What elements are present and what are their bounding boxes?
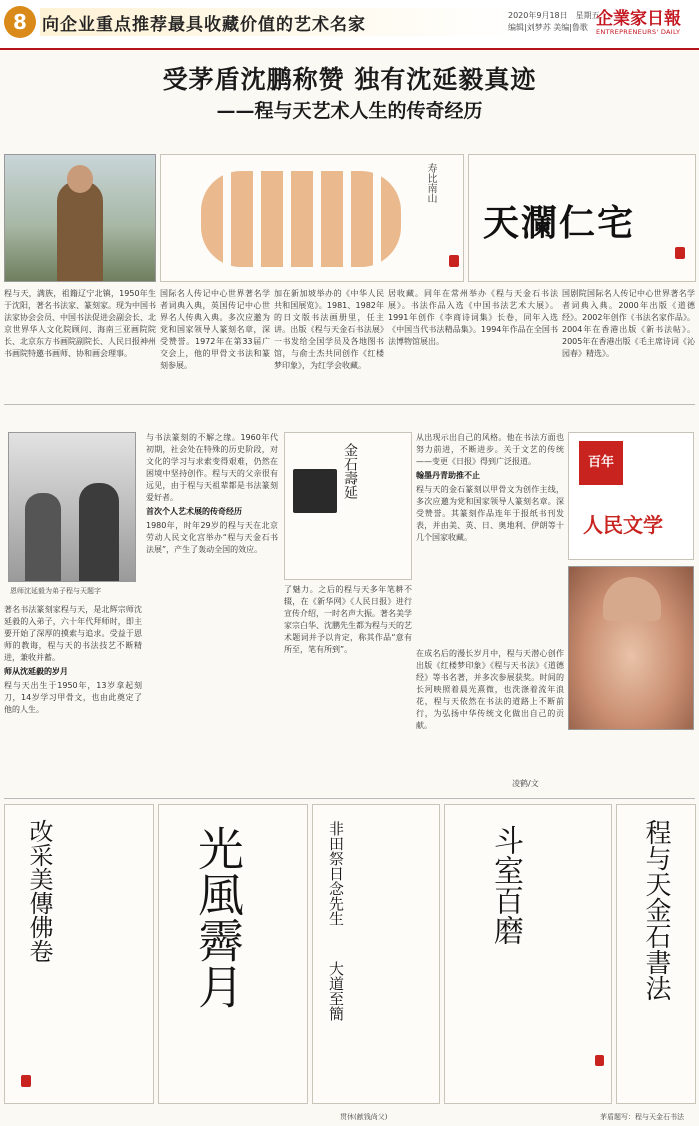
col7-text: 与书法篆刻的不解之缘。1960年代初期，社会处在特殊的历史阶段，对文化的学习与求索变得艰难，仍然在困境中坚持创作。程与天的父亲很有远见，由于程与天祖辈都是书法篆刻爱好者。	[146, 433, 278, 502]
article-col-4: 居收藏。同年在常州举办《程与天金石书法展》。书法作品入选《中国书法艺术大展》。1991年创作《李商诗词集》长卷，同年入选《中国当代书法精品集》。1994年作品在全国书法博物馆展出。	[388, 289, 558, 346]
article-col-2: 国际名人传记中心世界著名学者词典入典，英国传记中心世界名人传典入典。多次应邀为党和国家领导人篆刻名章，深受赞誉。1972年在第33届广交会上，他的甲骨文书法和篆刻参展。	[160, 289, 270, 370]
bottom-divider	[4, 798, 695, 799]
page-header	[0, 0, 699, 50]
group-figure-1	[25, 493, 61, 582]
portrait-figure	[57, 181, 103, 282]
article-col-7	[146, 432, 278, 794]
article-col-8: 了魅力。之后的程与天多年笔耕不辍，在《新华网》《人民日报》进行宣传介绍，一时名声大振。著名美学家宗白华、沈鹏先生都为程与天的艺术题词并予以肯定，称其作品“意有所至，笔有所到”。	[284, 585, 412, 654]
scroll-2-text: 光風霽月	[191, 825, 245, 1009]
calligraphy-scroll-3	[312, 804, 440, 1104]
painting-figures	[201, 171, 401, 267]
calligraphy-scroll-5	[616, 804, 696, 1104]
article-headline: 受茅盾沈鹏称赞 独有沈延毅真迹	[162, 65, 537, 94]
article-col-3: 加在新加坡举办的《中华人民共和国展览》。1981、1982年的日文版书法画册里，任主讲。出版《程与天金石书法展》一书发给全国学员及各地图书馆，与俞士杰共同创作《红楼梦印象》，为红学会收藏。	[274, 289, 384, 370]
col6-text: 著名书法篆刻家程与天，是北辉宗师沈延毅的入弟子，六十年代拜师时，即主要开始了深厚的摸索与追求。受益于恩师的教诲，程与天的书法技艺不断精进，兼收并蓄。	[4, 605, 142, 662]
portrait-photo	[4, 154, 156, 282]
section-title: 向企业重点推荐最具收藏价值的艺术名家	[42, 15, 366, 35]
article-col-1: 程与天，满族，祖籍辽宁北镇，1950年生于沈阳，著名书法家、篆刻家。现为中国书法家协会会员、中国书法促进会副会长、北京世界华人文化院顾问、海南三亚画院院长、北京东方书画院副院长、人民日报神州书画院特邀书画师、协和画会理事。	[4, 289, 156, 358]
calligraphy-tianlan	[468, 154, 696, 282]
issue-info	[508, 10, 600, 34]
col6-subhead: 师从沈延毅的岁月	[4, 667, 68, 676]
painting-scroll	[160, 154, 464, 282]
scroll-3-text: 非田祭日念先生	[327, 821, 345, 926]
calligraphy-scroll-2	[158, 804, 308, 1104]
col9-text: 从出现示出自己的风格。他在书法方面也努力前进，不断进步。关于文艺的传统——变更《日报》得到广泛报道。	[416, 433, 564, 466]
seal-square-1	[293, 469, 337, 513]
calligraphy-scroll-4	[444, 804, 612, 1104]
bottom-caption-2: 茅盾题写：程与天金石书法	[600, 1113, 684, 1121]
section-divider	[4, 404, 695, 405]
scroll-1-text: 改采美傳佛卷	[25, 819, 53, 963]
people-literature-logo	[568, 432, 694, 560]
seal-rubbing-scroll	[284, 432, 412, 580]
scroll-4-text: 大道至簡	[327, 961, 345, 1021]
group-photo	[8, 432, 136, 582]
col9b-text: 程与天的金石篆刻以甲骨文为创作主线，多次应邀为党和国家领导人篆刻名章。深受赞誉。其篆刻作品连年于报纸书刊发表，并由美、英、日、奥地利、伊朗等十几个国家收藏。	[416, 485, 564, 542]
painting-seal	[449, 255, 459, 267]
article-col-5: 国剧院国际名人传记中心世界著名学者词典入典。2000年出版《道德经》。2002年创作《书法名家作品》。2004年在香港出版《新书法帖》。2005年在香港出版《毛主席诗词《沁园春》精选》。	[562, 289, 695, 358]
scroll-1-seal	[21, 1075, 31, 1087]
scroll-7-text: 程与天金石書法	[641, 819, 671, 1001]
seal-stone-photo	[568, 566, 694, 730]
col6b-text: 程与天出生于1950年，13岁拿起刻刀，14岁学习甲骨文，也由此奠定了他的人生。	[4, 681, 142, 714]
masthead-title: 企業家日報	[596, 9, 681, 29]
calligraphy-tianlan-text: 天瀾仁宅	[483, 202, 636, 244]
col9-subhead: 翰墨丹青助推不止	[416, 471, 480, 480]
painting-inscription: 寿比南山	[425, 163, 436, 203]
article-col-6	[4, 604, 142, 794]
seal-stone-top	[603, 577, 661, 621]
group-figure-2	[79, 483, 119, 582]
col7-subhead: 首次个人艺术展的传奇经历	[146, 507, 242, 516]
article-col-10: 在成名后的漫长岁月中，程与天潜心创作出版《红楼梦印象》《程与天书法》《道德经》等书名著，并多次参展获奖。时间的长河映照着晨光熹微，也洗涤着流年浪花，程与天依然在书法的道路上不断前行，为弘扬中华传统文化做出自己的贡献。	[416, 649, 564, 730]
calligraphy-scroll-1	[4, 804, 154, 1104]
bottom-caption-1: 贯休(献钱尚父)	[340, 1113, 388, 1121]
issue-editors: 编辑|刘梦苏 美编|鲁歌	[508, 23, 588, 32]
group-photo-caption: 恩师沈延毅为弟子程与天题字	[10, 587, 101, 595]
portrait-head	[67, 165, 93, 193]
scroll-4-seal	[595, 1055, 604, 1066]
page-number-badge: 8	[4, 6, 36, 38]
people-lit-seal: 百年	[579, 441, 623, 485]
article-col-9	[416, 432, 564, 644]
scroll-6-text: 斗室百磨	[488, 825, 523, 945]
tianlan-seal	[675, 247, 685, 259]
issue-date: 2020年9月18日 星期五	[508, 11, 600, 20]
people-lit-title: 人民文学	[583, 513, 663, 537]
article-subheadline: ——程与天艺术人生的传奇经历	[216, 100, 483, 122]
col7b-text: 1980年，时年29岁的程与天在北京劳动人民文化宫举办“程与天金石书法展”，产生了轰动全国的效应。	[146, 521, 278, 554]
article-byline: 凌鹤/文	[512, 779, 539, 788]
masthead-subtitle: ENTREPRENEURS' DAILY	[596, 28, 681, 36]
seal-rubbing-text: 金石壽延	[342, 443, 358, 499]
